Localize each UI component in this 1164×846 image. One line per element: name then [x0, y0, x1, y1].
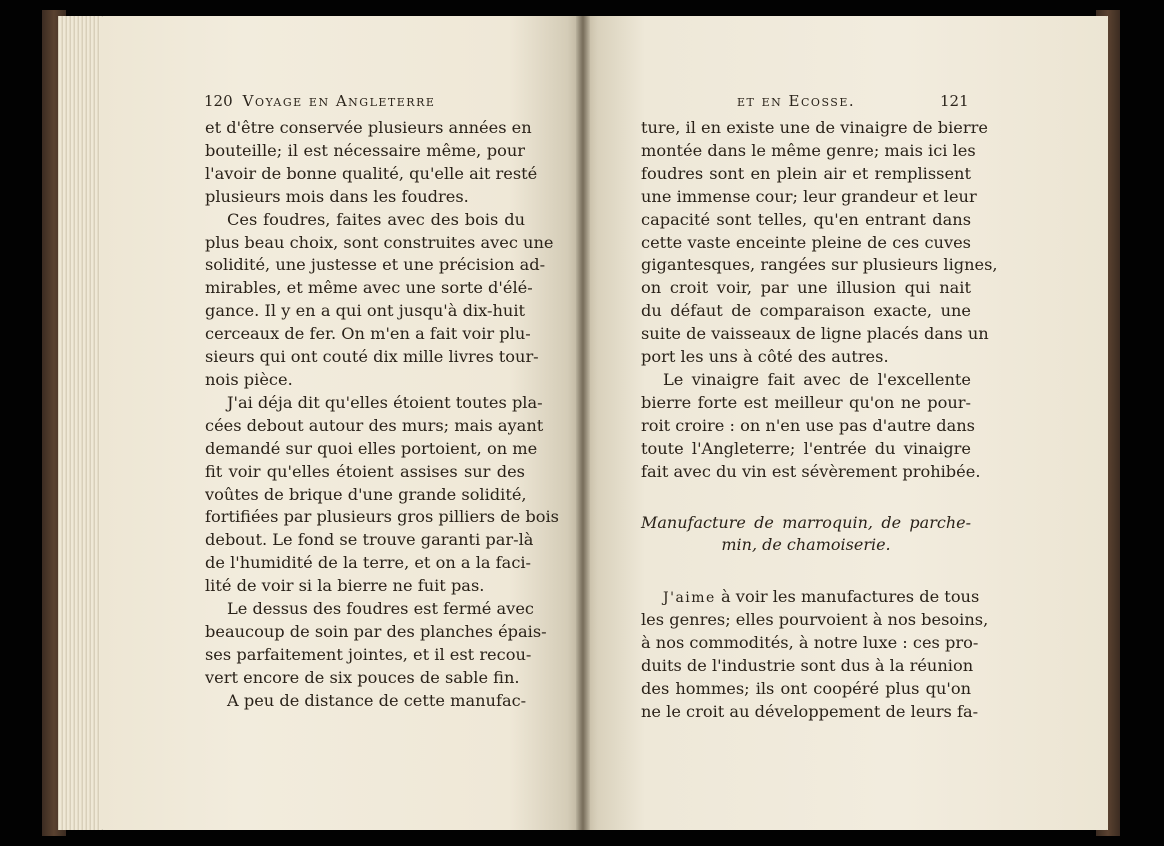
- right-text-column: [641, 117, 998, 724]
- paragraph: [205, 392, 559, 598]
- text-line: fit voir qu'elles étoient assises sur des: [205, 461, 525, 481]
- text-line: plusieurs mois dans les foudres.: [205, 186, 469, 206]
- text-line: A peu de distance de cette manufac-: [227, 690, 527, 710]
- text-line: fait avec du vin est sévèrement prohibée.: [641, 461, 981, 481]
- paragraph: [205, 690, 525, 713]
- text-line: ses parfaitement jointes, et il est recou-: [205, 644, 532, 664]
- text-line: capacité sont telles, qu'en entrant dans: [641, 209, 971, 229]
- text-line: solidité, une justesse et une précision ad-: [205, 255, 546, 275]
- paragraph: [641, 369, 981, 484]
- text-line: lité de voir si la bierre ne fuit pas.: [205, 576, 485, 596]
- left-running-head: [204, 92, 435, 114]
- section-title-line-2: min, de chamoiserie.: [721, 534, 891, 554]
- text-line: toute l'Angleterre; l'entrée du vinaigre: [641, 438, 971, 458]
- book-gutter: [576, 16, 590, 830]
- text-line: cées debout autour des murs; mais ayant: [205, 415, 544, 435]
- text-line: plus beau choix, sont construites avec une: [205, 232, 554, 252]
- text-line: vert encore de six pouces de sable fin.: [205, 667, 520, 687]
- text-line: mirables, et même avec une sorte d'élé-: [205, 278, 533, 298]
- text-line: Le vinaigre fait avec de l'excellente: [663, 369, 971, 389]
- text-line: roit croire : on n'en use pas d'autre dans: [641, 415, 975, 435]
- right-paragraph-after: [641, 586, 989, 724]
- section-title-line-1: Manufacture de marroquin, de parche-: [641, 512, 971, 532]
- dropcap-word: J'aime: [663, 589, 716, 606]
- text-line: ture, il en existe une de vinaigre de bierre: [641, 118, 988, 137]
- text-line: de l'humidité de la terre, et on a la faci-: [205, 553, 532, 573]
- text-line: montée dans le même genre; mais ici les: [641, 140, 976, 160]
- right-paragraph-after-lines: [641, 609, 989, 724]
- text-line: du défaut de comparaison exacte, une: [641, 301, 971, 321]
- left-page-number: 120: [204, 92, 233, 110]
- text-line: on croit voir, par une illusion qui nait: [641, 278, 971, 298]
- right-running-title: et en Ecosse.: [737, 92, 856, 110]
- first-line-rest: à voir les manufactures de tous: [715, 586, 980, 606]
- text-line: demandé sur quoi elles portoient, on me: [205, 438, 538, 458]
- text-line: Le dessus des foudres est fermé avec: [227, 599, 534, 619]
- text-line: bouteille; il est nécessaire même, pour: [205, 140, 525, 160]
- text-line: debout. Le fond se trouve garanti par-là: [205, 530, 534, 550]
- text-line: des hommes; ils ont coopéré plus qu'on: [641, 679, 971, 699]
- page-edges-left: [58, 16, 102, 830]
- text-line: cerceaux de fer. On m'en a fait voir plu-: [205, 324, 531, 344]
- paragraph: [205, 117, 538, 209]
- text-line: et d'être conservée plusieurs années en: [205, 118, 532, 137]
- text-line: une immense cour; leur grandeur et leur: [641, 186, 977, 206]
- text-line: gance. Il y en a qui ont jusqu'à dix-huit: [205, 301, 525, 321]
- text-line: duits de l'industrie sont dus à la réunion: [641, 656, 974, 676]
- text-line: voûtes de brique d'une grande solidité,: [205, 484, 527, 504]
- right-paragraphs-before: [641, 117, 998, 484]
- text-line: ne le croit au développement de leurs fa-: [641, 702, 979, 722]
- text-line: les genres; elles pourvoient à nos besoins,: [641, 610, 989, 630]
- section-title: [641, 512, 971, 556]
- text-line: bierre forte est meilleur qu'on ne pour-: [641, 392, 971, 412]
- text-line: fortifiées par plusieurs gros pilliers de bois: [205, 507, 559, 527]
- text-line: port les uns à côté des autres.: [641, 347, 889, 367]
- left-running-title: Voyage en Angleterre: [242, 92, 436, 110]
- left-text-column: [205, 117, 559, 713]
- text-line: Ces foudres, faites avec des bois du: [227, 209, 525, 229]
- text-line: à nos commodités, à notre luxe : ces pro-: [641, 633, 979, 653]
- text-line: J'ai déja dit qu'elles étoient toutes pla-: [227, 392, 543, 412]
- right-page-number: 121: [940, 92, 969, 110]
- text-line: sieurs qui ont couté dix mille livres tour-: [205, 347, 539, 367]
- paragraph: [641, 117, 998, 369]
- paragraph: [205, 598, 547, 690]
- text-line: beaucoup de soin par des planches épais-: [205, 621, 547, 641]
- text-line: nois pièce.: [205, 369, 293, 389]
- text-line: [641, 586, 980, 610]
- text-line: foudres sont en plein air et remplissent: [641, 163, 971, 183]
- paragraph: [205, 209, 554, 392]
- text-line: gigantesques, rangées sur plusieurs lignes,: [641, 255, 998, 275]
- text-line: suite de vaisseaux de ligne placés dans un: [641, 324, 989, 344]
- text-line: l'avoir de bonne qualité, qu'elle ait resté: [205, 163, 538, 183]
- text-line: cette vaste enceinte pleine de ces cuves: [641, 232, 971, 252]
